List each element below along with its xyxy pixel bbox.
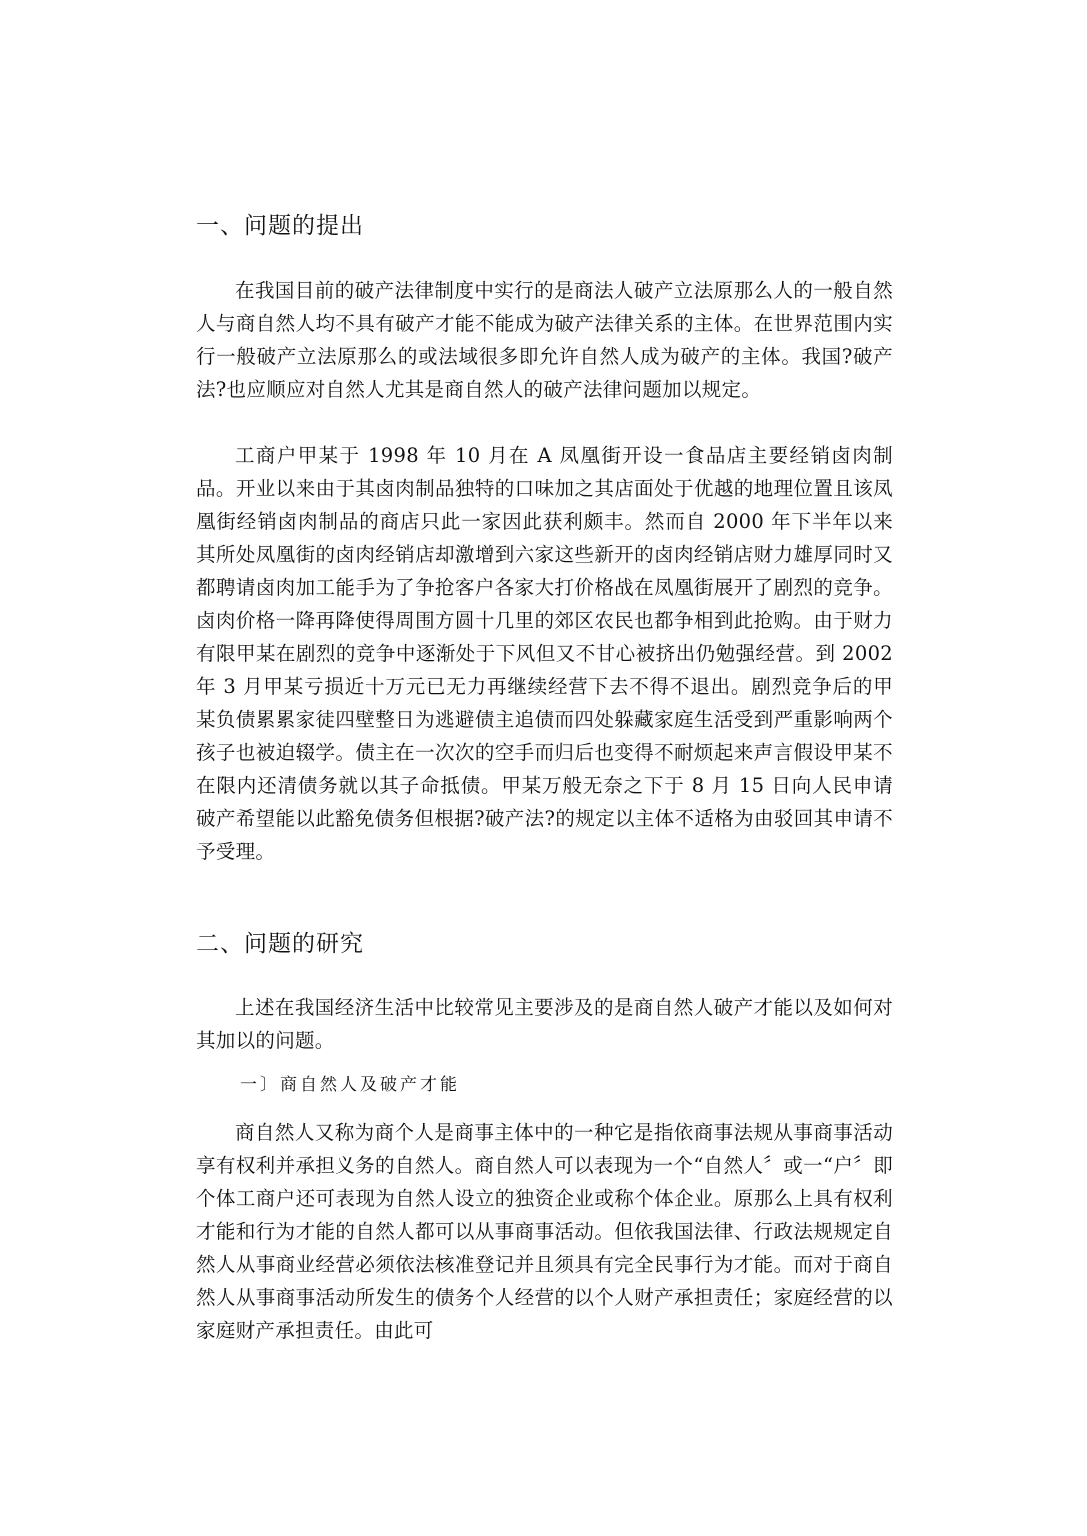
section-1-paragraph-1: 在我国目前的破产法律制度中实行的是商法人破产立法原那么人的一般自然人与商自然人均不具有破产才能不能成为破产法律关系的主体。在世界范围内实行一般破产立法原那么的或法域很多即允许自然人成为破产的主体。我国?破产法?也应顺应对自然人尤其是商自然人的破产法律问题加以规定。 <box>196 279 893 401</box>
section-1-paragraph-2: 工商户甲某于 1998 年 10 月在 A 凤凰街开设一食品店主要经销卤肉制品。开业以来由于其卤肉制品独特的口味加之其店面处于优越的地理位置且该凤凰街经销卤肉制品的商店只此一家因此获利颇丰。然而自 2000 年下半年以来其所处凤凰街的卤肉经销店却激增到六家这些新开的卤肉经销店财力雄厚同时又都聘请卤肉加工能手为了争抢客户各家大打价格战在凤凰街展开了剧烈的竞争。卤肉价格一降再降使得周围方圆十几里的郊区农民也都争相到此抢购。由于财力有限甲某在剧烈的竞争中逐渐处于下风但又不甘心被挤出仍勉强经营。到 2002 年 3 月甲某亏损近十万元已无力再继续经营下去不得不退出。剧烈竞争后的甲某负债累累家徒四壁整日为逃避债主追债而四处躲藏家庭生活受到严重影响两个孩子也被迫辍学。债主在一次次的空手而归后也变得不耐烦起来声言假设甲某不在限内还清债务就以其子命抵债。甲某万般无奈之下于 8 月 15 日向人民申请破产希望能以此豁免债务但根据?破产法?的规定以主体不适格为由驳回其申请不予受理。 <box>196 444 893 863</box>
section-2-heading: 二、问题的研究 <box>196 931 364 957</box>
section-1-heading: 一、问题的提出 <box>196 213 364 239</box>
section-2-paragraph-1: 上述在我国经济生活中比较常见主要涉及的是商自然人破产才能以及如何对其加以的问题。 <box>196 996 893 1052</box>
section-2-subheading: 一〕商自然人及破产才能 <box>240 1075 460 1095</box>
section-2-subparagraph-1: 商自然人又称为商个人是商事主体中的一种它是指依商事法规从事商事活动享有权利并承担义务的自然人。商自然人可以表现为一个“自然人〞或一“户〞即个体工商户还可表现为自然人设立的独资企业或称个体企业。原那么上具有权利才能和行为才能的自然人都可以从事商事活动。但依我国法律、行政法规规定自然人从事商业经营必须依法核准登记并且须具有完全民事行为才能。而对于商自然人从事商事活动所发生的债务个人经营的以个人财产承担责任；家庭经营的以家庭财产承担责任。由此可 <box>196 1121 893 1342</box>
